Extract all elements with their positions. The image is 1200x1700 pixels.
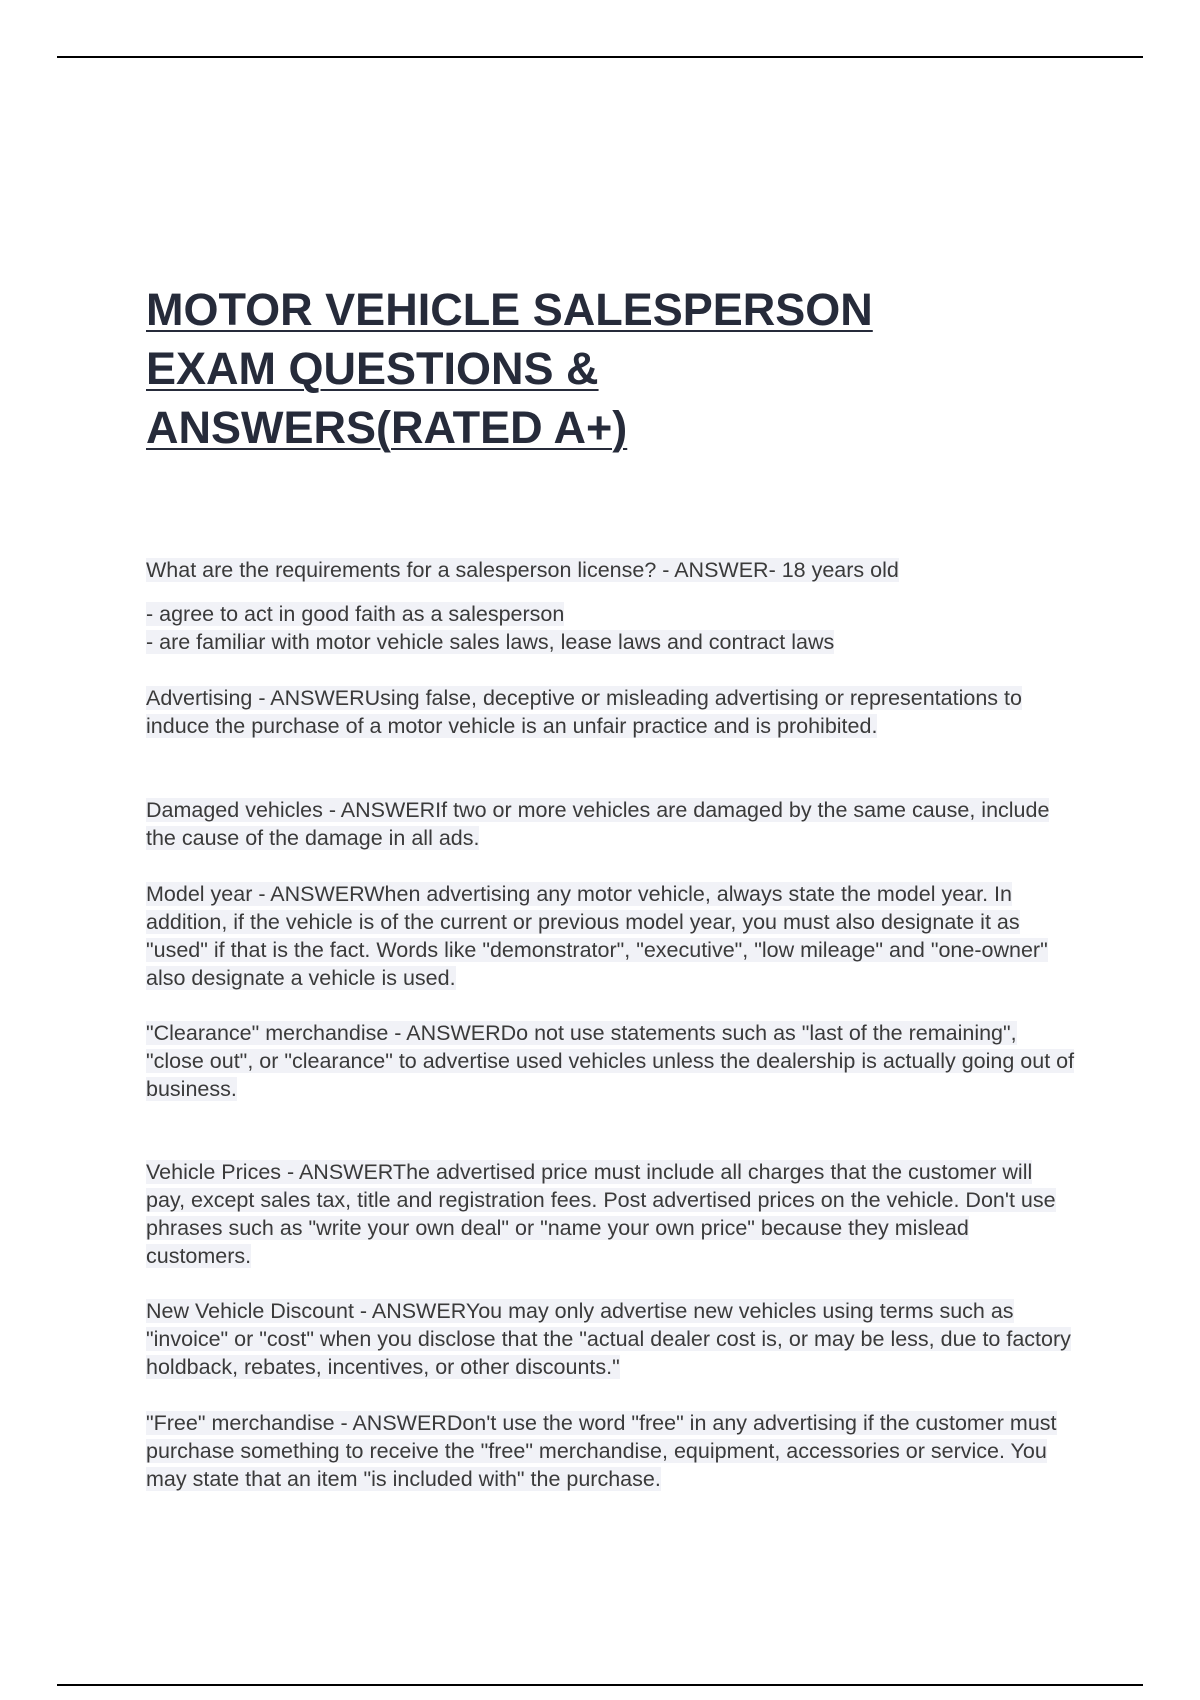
qa-text: What are the requirements for a salesperson license? - ANSWER- 18 years old (146, 558, 899, 582)
qa-text: Advertising - ANSWERUsing false, deceptive or misleading advertising or representations to induce the purchase of a motor vehicle is an unfair practice and is prohibited. (146, 686, 1022, 738)
qa-text: Model year - ANSWERWhen advertising any motor vehicle, always state the model year. In addition, if the vehicle is of the current or previous model year, you must also designate it as "used" if that is the fact. Words like "demonstrator", "executive", "low mileage" and "one-owner" also designate a vehicle is used. (146, 882, 1048, 990)
qa-entry-requirements-list (146, 600, 1076, 656)
qa-entry-new-vehicle-discount (146, 1297, 1076, 1381)
document-title: MOTOR VEHICLE SALESPERSON EXAM QUESTIONS & ANSWERS(RATED A+) (146, 284, 873, 453)
qa-text: Damaged vehicles - ANSWERIf two or more vehicles are damaged by the same cause, include the cause of the damage in all ads. (146, 798, 1050, 850)
qa-text: New Vehicle Discount - ANSWERYou may only advertise new vehicles using terms such as "invoice" or "cost" when you disclose that the "actual dealer cost is, or may be less, due to factory holdback, rebates, incentives, or other discounts." (146, 1299, 1071, 1379)
list-item (146, 628, 1076, 656)
list-item (146, 600, 1076, 628)
qa-entry-free-merchandise (146, 1409, 1076, 1493)
qa-entry-clearance (146, 1019, 1076, 1103)
list-item-text: - agree to act in good faith as a salesperson (146, 602, 565, 626)
footer-rule (57, 1684, 1143, 1686)
qa-entry-vehicle-prices (146, 1158, 1076, 1270)
list-item-text: - are familiar with motor vehicle sales laws, lease laws and contract laws (146, 630, 835, 654)
qa-text: "Clearance" merchandise - ANSWERDo not use statements such as "last of the remaining", "close out", or "clearance" to advertise used vehicles unless the dealership is actually going out of business. (146, 1021, 1075, 1101)
header-rule (57, 56, 1143, 58)
qa-entry-requirements (146, 556, 1076, 584)
qa-entry-damaged-vehicles (146, 796, 1076, 852)
qa-entry-model-year (146, 880, 1076, 992)
qa-entry-advertising (146, 684, 1076, 740)
qa-text: Vehicle Prices - ANSWERThe advertised price must include all charges that the customer will pay, except sales tax, title and registration fees. Post advertised prices on the vehicle. Don't use phrases such as "write your own deal" or "name your own price" because they mislead customers. (146, 1160, 1056, 1268)
qa-text: "Free" merchandise - ANSWERDon't use the word "free" in any advertising if the customer must purchase something to receive the "free" merchandise, equipment, accessories or service. You may state that an item "is included with" the purchase. (146, 1411, 1057, 1491)
